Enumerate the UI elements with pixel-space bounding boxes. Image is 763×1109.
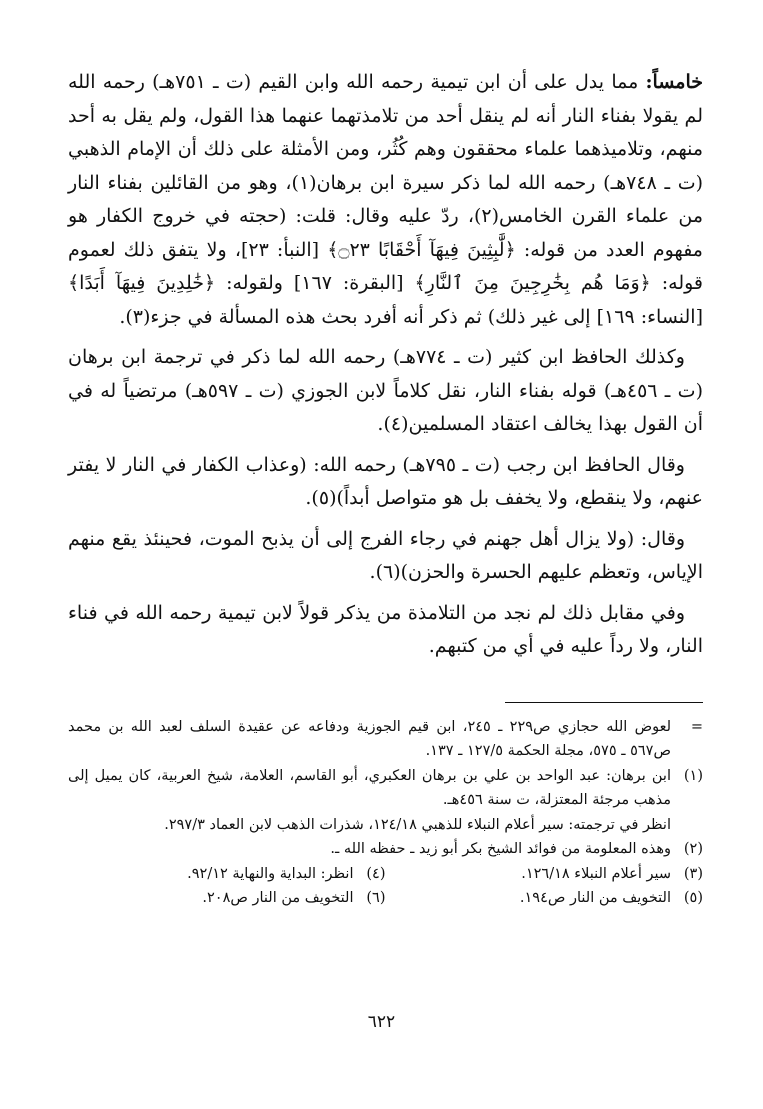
footnote-text: وهذه المعلومة من فوائد الشيخ بكر أبو زيد ـ حفظه الله ـ. xyxy=(330,841,671,857)
footnote-3 xyxy=(386,862,704,887)
footnote-text: سير أعلام النبلاء ١٢٦/١٨. xyxy=(521,865,671,882)
footnote-mark: (٢) xyxy=(683,841,703,857)
paragraph-2: وكذلك الحافظ ابن كثير (ت ـ ٧٧٤هـ) رحمه الله لما ذكر في ترجمة ابن برهان (ت ـ ٤٥٦هـ) قوله بفناء النار، نقل كلاماً لابن الجوزي (ت ـ ٥٩٧هـ) مرتضياً له في أن القول بهذا يخالف اعتقاد المسلمين(٤). xyxy=(68,346,703,435)
paragraph-5: وفي مقابل ذلك لم نجد من التلامذة من يذكر قولاً لابن تيمية رحمه الله في فناء النار، ولا رداً عليه في أي من كتبهم. xyxy=(68,601,703,657)
footnote-1-extra-text: انظر في ترجمته: سير أعلام النبلاء للذهبي ١٢٤/١٨، شذرات الذهب لابن العماد ٢٩٧/٣. xyxy=(164,816,671,833)
footnote-divider xyxy=(505,702,703,703)
footnote-1-extra xyxy=(68,813,703,838)
footnote-1-text: ابن برهان: عبد الواحد بن علي بن برهان العكبري، أبو القاسم، العلامة، شيخ العربية، كان يميل إلى مذهب مرجئة المعتزلة، ت سنة ٤٥٦هـ. xyxy=(68,767,671,808)
footnote-2 xyxy=(68,837,703,862)
footnote-row-5-6 xyxy=(68,886,703,911)
footnote-mark: (١) xyxy=(683,767,703,784)
footnote-text: التخويف من النار ص٢٠٨. xyxy=(202,890,354,906)
footnote-mark: (٥) xyxy=(683,890,703,906)
footnote-mark: (٦) xyxy=(366,890,386,906)
footnotes xyxy=(68,715,703,911)
footnote-text: لعوض الله حجازي ص٢٢٩ ـ ٢٤٥، ابن قيم الجوزية ودفاعه عن عقيدة السلف لعبد الله بن محمد ص٥٦٧ ـ ٥٧٥، مجلة الحكمة ١٢٧/٥ ـ ١٣٧. xyxy=(68,718,672,759)
footnote-6 xyxy=(68,886,386,911)
footnote-4 xyxy=(68,862,386,887)
footnote-1 xyxy=(68,764,703,813)
footnote-row-3-4 xyxy=(68,862,703,887)
footnote-5 xyxy=(386,886,704,911)
footnote-text: انظر: البداية والنهاية ٩٢/١٢. xyxy=(187,865,354,882)
paragraph-3: وقال الحافظ ابن رجب (ت ـ ٧٩٥هـ) رحمه الله: (وعذاب الكفار في النار لا يفتر عنهم، ولا ينقطع، ولا يخفف بل هو متواصل أبداً)(٥). xyxy=(68,453,703,509)
page-number: ٦٢٢ xyxy=(367,1012,396,1032)
footnote-mark: = xyxy=(690,718,703,735)
paragraph-4: وقال: (ولا يزال أهل جهنم في رجاء الفرج إلى أن يذبح الموت، فحينئذ يقع منهم الإياس، وتعظم عليهم الحسرة والحزن)(٦). xyxy=(68,527,703,583)
footnote-text xyxy=(68,764,671,813)
footnote-continuation xyxy=(68,715,703,764)
paragraph-1-lead: خامساً: xyxy=(645,71,703,93)
footnote-mark: (٤) xyxy=(366,865,386,882)
footnote-text: التخويف من النار ص١٩٤. xyxy=(519,890,671,906)
page-content xyxy=(68,66,703,1109)
paragraph-1-text: مما يدل على أن ابن تيمية رحمه الله وابن القيم (ت ـ ٧٥١هـ) رحمه الله لم يقولا بفناء النار أنه لم ينقل أحد من تلامذتهما عنهما هذا القول، ولم يقل به أحد منهم، وتلاميذهما علماء محققون وهم كُثُر، ومن الأمثلة على ذلك أن الإمام الذهبي (ت ـ ٧٤٨هـ) رحمه الله لما ذكر سيرة ابن برهان(١)، وهو من القائلين بفناء النار من علماء القرن الخامس(٢)، ردّ عليه وقال: قلت: (حجته في خروج الكفار هو مفهوم العدد من قوله: ﴿لَّٰبِثِينَ فِيهَآ أَحْقَابًا ۝٢٣﴾ [النبأ: ٢٣]، ولا يتفق ذلك لعموم قوله: ﴿وَمَا هُم بِخَٰرِجِينَ مِنَ ٱلنَّارِ﴾ [البقرة: ١٦٧] ولقوله: ﴿خَٰلِدِينَ فِيهَآ أَبَدًا﴾ [النساء: ١٦٩] إلى غير ذلك) ثم ذكر أنه أفرد بحث هذه المسألة في جزء(٣). xyxy=(68,71,704,328)
paragraph-1 xyxy=(68,66,703,334)
footnote-mark: (٣) xyxy=(683,865,703,882)
